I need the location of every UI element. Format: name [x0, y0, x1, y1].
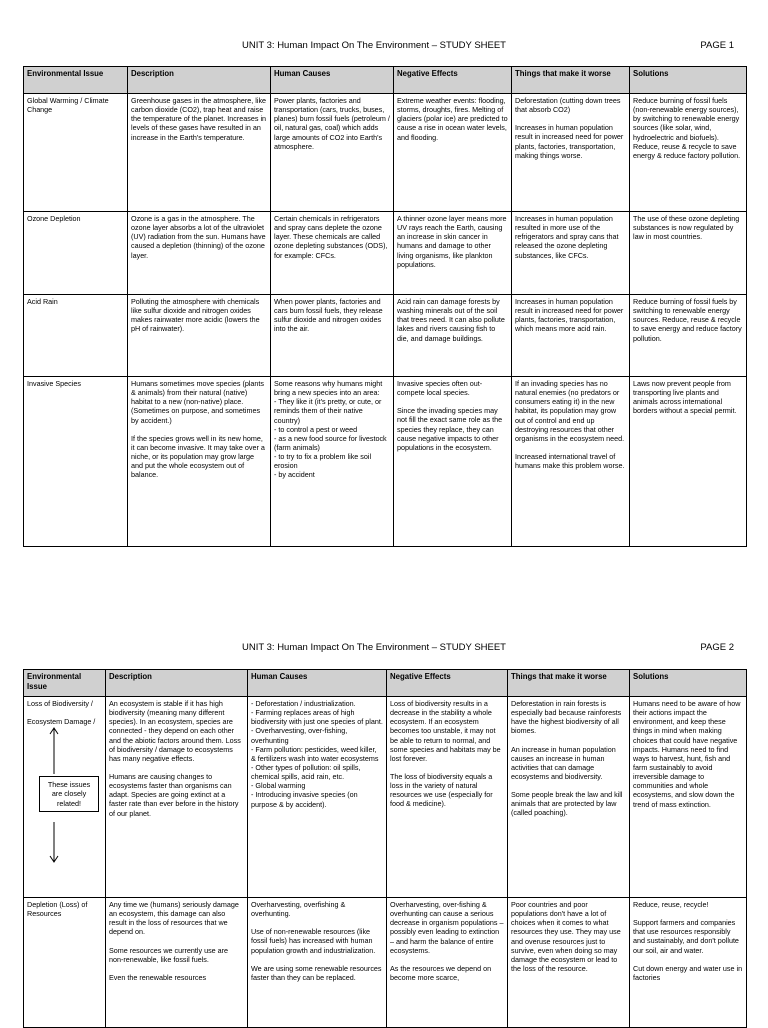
effects-text: Loss of biodiversity results in a decrease in the stability a whole ecosystem. If an ecosystem becomes too unstable, it may not be able to return to normal, and some species and habitats may be lost forever.	[390, 699, 501, 763]
issue-text: Ecosystem Damage /	[27, 717, 96, 727]
table-row	[24, 898, 747, 1028]
table-row	[24, 295, 747, 377]
effects-text: Invasive species often out-compete local species.	[397, 379, 483, 398]
table-row	[24, 94, 747, 212]
effects-text: Since the invading species may not fill the exact same role as the species they replace, they can cause negative impacts to other populations in the ecosystem.	[397, 406, 503, 452]
page1-table	[23, 66, 747, 547]
description-text: If the species grows well in its new home, it can become invasive. It may take over a niche, or its population may grow large and put the whole ecosystem out of balance.	[131, 433, 265, 480]
worse-text: Increased international travel of humans make this problem worse.	[515, 451, 625, 471]
worse-cell: Poor countries and poor populations don't have a lot of choices when it comes to what resources they use. They may use and overuse resources just to survive, even when doing so may damage the ecosystem or lead to the loss of the resource.	[508, 898, 630, 1028]
description-cell	[106, 697, 248, 898]
causes-cell: Power plants, factories and transportation (cars, trucks, buses, planes) burn fossil fuels (petroleum / oil, natural gas, coal) which adds large amounts of CO2 into Earth's atmosphere.	[271, 94, 394, 212]
effects-cell: Extreme weather events: flooding, storms, droughts, fires. Melting of glaciers (polar ice) are predicted to cause a rise in ocean water levels, and flooding.	[394, 94, 512, 212]
worse-cell	[508, 697, 630, 898]
solutions-text: Cut down energy and water use in factories	[633, 963, 743, 982]
worse-text: Some people break the law and kill animals that are protected by law (called poaching).	[511, 790, 623, 818]
issue-cell: Depletion (Loss) of Resources	[24, 898, 106, 1028]
col-header-issue: Environmental Issue	[24, 67, 128, 94]
causes-text: We are using some renewable resources faster than they can be replaced.	[251, 963, 382, 982]
worse-text: Deforestation in rain forests is especially bad because rainforests have the highest biodiversity of all biomes.	[511, 699, 622, 736]
col-header-causes: Human Causes	[248, 670, 387, 697]
issue-cell: Ozone Depletion	[24, 212, 128, 295]
list-item: - to try to fix a problem like soil erosion	[274, 452, 372, 471]
list-item: - Overharvesting, over-fishing, overhunting	[251, 726, 348, 745]
solutions-cell: Reduce burning of fossil fuels (non-renewable energy sources), by switching to renewable energy sources (like solar, wind, hydroelectric and biofuels). Reduce, reuse & recycle to save energy & reduce factory pollution.	[630, 94, 747, 212]
effects-cell	[387, 697, 508, 898]
related-issues-note: These issues are closely related!	[39, 776, 99, 811]
col-header-description: Description	[106, 670, 248, 697]
list-item: - Introducing invasive species (on purpose & by accident).	[251, 790, 358, 809]
solutions-cell: The use of these ozone depleting substances is now regulated by law in most countries.	[630, 212, 747, 295]
page2-table	[23, 669, 747, 1028]
description-cell: Ozone is a gas in the atmosphere. The ozone layer absorbs a lot of the ultraviolet (UV) radiation from the sun. Humans have caused a depletion (thinning) of the ozone layer.	[128, 212, 271, 295]
solutions-cell: Reduce burning of fossil fuels by switching to renewable energy sources. Reduce, reuse & recycle to save energy and reduce factory pollution.	[630, 295, 747, 377]
page1-number: PAGE 1	[700, 40, 734, 51]
list-item: - Deforestation / industrialization.	[251, 699, 356, 708]
page2-header-row	[24, 670, 747, 697]
solutions-text: Reduce, reuse, recycle!	[633, 900, 709, 909]
related-arrow-graphic	[27, 726, 102, 866]
page2-title: UNIT 3: Human Impact On The Environment – STUDY SHEET	[242, 642, 506, 653]
causes-cell	[248, 898, 387, 1028]
causes-intro: Some reasons why humans might bring a new species into an area:	[274, 379, 383, 398]
list-item: - by accident	[274, 470, 315, 480]
page1-header	[0, 40, 768, 54]
table-row	[24, 212, 747, 295]
description-text: Even the renewable resources	[109, 972, 207, 982]
list-item: - Farm pollution: pesticides, weed killer, & fertilizers wash into water ecosystems	[251, 744, 379, 763]
list-item: - Farming replaces areas of high biodiversity with just one species of plant.	[251, 708, 383, 727]
description-cell	[106, 898, 248, 1028]
col-header-description: Description	[128, 67, 271, 94]
col-header-issue: Environmental Issue	[24, 670, 106, 697]
issue-cell: Invasive Species	[24, 377, 128, 547]
worse-cell: Increases in human population result in increased need for power plants, factories, transportation, which means more acid rain.	[512, 295, 630, 377]
page1-title: UNIT 3: Human Impact On The Environment – STUDY SHEET	[242, 40, 506, 51]
solutions-cell: Laws now prevent people from transporting live plants and animals across international borders without a special permit.	[630, 377, 747, 547]
worse-cell	[512, 377, 630, 547]
list-item: - Other types of pollution: oil spills, chemical spills, acid rain, etc.	[251, 762, 361, 782]
list-item: - to control a pest or weed	[274, 424, 358, 434]
effects-cell	[387, 898, 508, 1028]
col-header-worse: Things that make it worse	[508, 670, 630, 697]
causes-cell: When power plants, factories and cars burn fossil fuels, they release sulfur dioxide and nitrogen oxides into the air.	[271, 295, 394, 377]
effects-cell: Acid rain can damage forests by washing minerals out of the soil that trees need. It can also pollute lakes and rivers causing fish to die, and damage buildings.	[394, 295, 512, 377]
list-item: - They like it (it's pretty, or cute, or reminds them of their native country)	[274, 397, 382, 425]
worse-text: Deforestation (cutting down trees that absorb CO2)	[515, 96, 621, 115]
causes-cell	[248, 697, 387, 898]
description-cell: Polluting the atmosphere with chemicals like sulfur dioxide and nitrogen oxides makes rainwater more acidic (lowers the pH of rainwater).	[128, 295, 271, 377]
col-header-worse: Things that make it worse	[512, 67, 630, 94]
col-header-effects: Negative Effects	[394, 67, 512, 94]
causes-text: Overharvesting, overfishing & overhunting.	[251, 900, 346, 919]
effects-cell	[394, 377, 512, 547]
description-text: An ecosystem is stable if it has high biodiversity (meaning many different species). In an ecosystem, species are connected - they depend on each other and the abiotic factors around them. Loss of biodiversity / damage to ecosystems has many negative effects.	[109, 699, 241, 763]
causes-cell	[271, 377, 394, 547]
description-cell: Greenhouse gases in the atmosphere, like carbon dioxide (CO2), trap heat and raise the temperature of the planet. Increases in levels of these gases have resulted in an increase in the Earth's temperature.	[128, 94, 271, 212]
causes-cell: Certain chemicals in refrigerators and spray cans deplete the ozone layer. These chemicals are called ozone depleting substances (ODS), for example: CFCs.	[271, 212, 394, 295]
causes-text: Use of non-renewable resources (like fossil fuels) has increased with human population growth and industrialization.	[251, 927, 376, 955]
issue-cell	[24, 697, 106, 898]
col-header-solutions: Solutions	[630, 67, 747, 94]
solutions-text: Support farmers and companies that use resources responsibly and sustainably, and don't pollute our soil, air and water.	[633, 918, 739, 955]
description-text: Humans sometimes move species (plants & animals) from their natural (native) habitat to a new (non-native) place. (Sometimes on purpose, and sometimes by accident.)	[131, 379, 265, 425]
worse-text: An increase in human population causes an increase in human activities that can damage ecosystems and biodiversity.	[511, 744, 616, 781]
worse-cell	[512, 94, 630, 212]
effects-text: Overharvesting, over-fishing & overhunting can cause a serious decrease in organism populations – possibly even leading to extinction – and harm the balance of entire ecosystems.	[390, 900, 504, 955]
col-header-causes: Human Causes	[271, 67, 394, 94]
worse-text: Increases in human population result in increased need for power plants, factories, transportation, making things worse.	[515, 123, 624, 160]
col-header-solutions: Solutions	[630, 670, 747, 697]
page2-header	[0, 642, 768, 656]
list-item: - as a new food source for livestock (farm animals)	[274, 433, 387, 452]
issue-text: Loss of Biodiversity /	[27, 699, 93, 708]
description-cell	[128, 377, 271, 547]
effects-text: The loss of biodiversity equals a loss in the variety of natural resources we use (especially for food & medicine).	[390, 771, 493, 809]
effects-text: As the resources we depend on become more scarce,	[390, 963, 492, 982]
col-header-effects: Negative Effects	[387, 670, 508, 697]
solutions-cell: Humans need to be aware of how their actions impact the environment, and keep these things in mind when making choices that could have negative impacts. Humans need to find ways to harvest, hunt, fish and farm sustainably to avoid irreversible damage to communities and whole ecosystems, and slow down the trend of mass extinction.	[630, 697, 747, 898]
page2-number: PAGE 2	[700, 642, 734, 653]
issue-cell: Global Warming / Climate Change	[24, 94, 128, 212]
solutions-cell	[630, 898, 747, 1028]
worse-cell: Increases in human population resulted in more use of the refrigerators and spray cans that released the ozone depleting substances, like CFCs.	[512, 212, 630, 295]
page1-header-row	[24, 67, 747, 94]
description-text: Humans are causing changes to ecosystems faster than organisms can adapt. Species are going extinct at a faster rate than ever before in the history of our planet.	[109, 771, 239, 818]
table-row	[24, 697, 747, 898]
worse-text: If an invading species has no natural enemies (no predators or consumers eating it) in the new habitat, its population may grow out of control and end up destroying resources that other organisms in the ecosystem need.	[515, 379, 625, 443]
table-row	[24, 377, 747, 547]
list-item: - Global warming	[251, 781, 306, 791]
issue-cell: Acid Rain	[24, 295, 128, 377]
description-text: Some resources we currently use are non-renewable, like fossil fuels.	[109, 945, 229, 964]
effects-cell: A thinner ozone layer means more UV rays reach the Earth, causing an increase in skin cancer in humans and damage to other living organisms, like plankton populations.	[394, 212, 512, 295]
description-text: Any time we (humans) seriously damage an ecosystem, this damage can also result in the loss of resources that we depend on.	[109, 900, 239, 937]
